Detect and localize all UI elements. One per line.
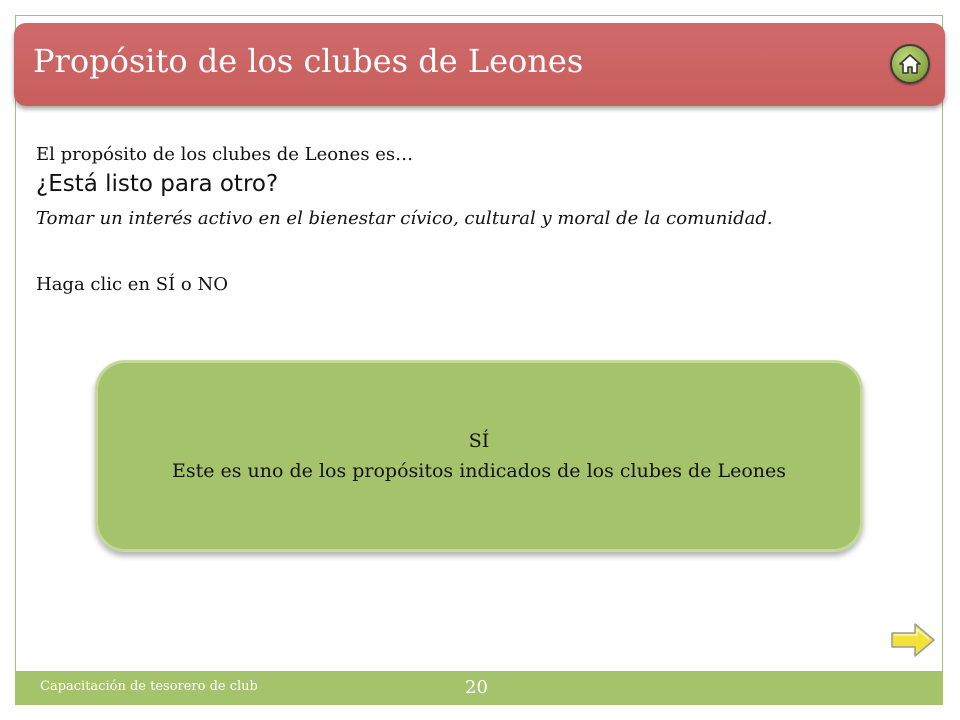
feedback-title: SÍ: [468, 430, 490, 452]
footer-course-title: Capacitación de tesorero de club: [40, 679, 258, 694]
answer-statement: Tomar un interés activo en el bienestar cívico, cultural y moral de la comunidad.: [36, 208, 773, 229]
feedback-message: Este es uno de los propósitos indicados de los clubes de Leones: [171, 460, 787, 482]
feedback-box: [95, 360, 863, 552]
question-text: ¿Está listo para otro?: [36, 171, 279, 197]
intro-text: El propósito de los clubes de Leones es…: [36, 144, 414, 165]
slide-title: Propósito de los clubes de Leones: [33, 42, 584, 80]
home-icon: [898, 52, 922, 76]
home-button[interactable]: [890, 44, 930, 84]
instruction-text: Haga clic en SÍ o NO: [36, 274, 228, 295]
arrow-right-icon: [889, 621, 937, 661]
next-slide-button[interactable]: [889, 621, 937, 665]
page-number: 20: [465, 677, 488, 698]
